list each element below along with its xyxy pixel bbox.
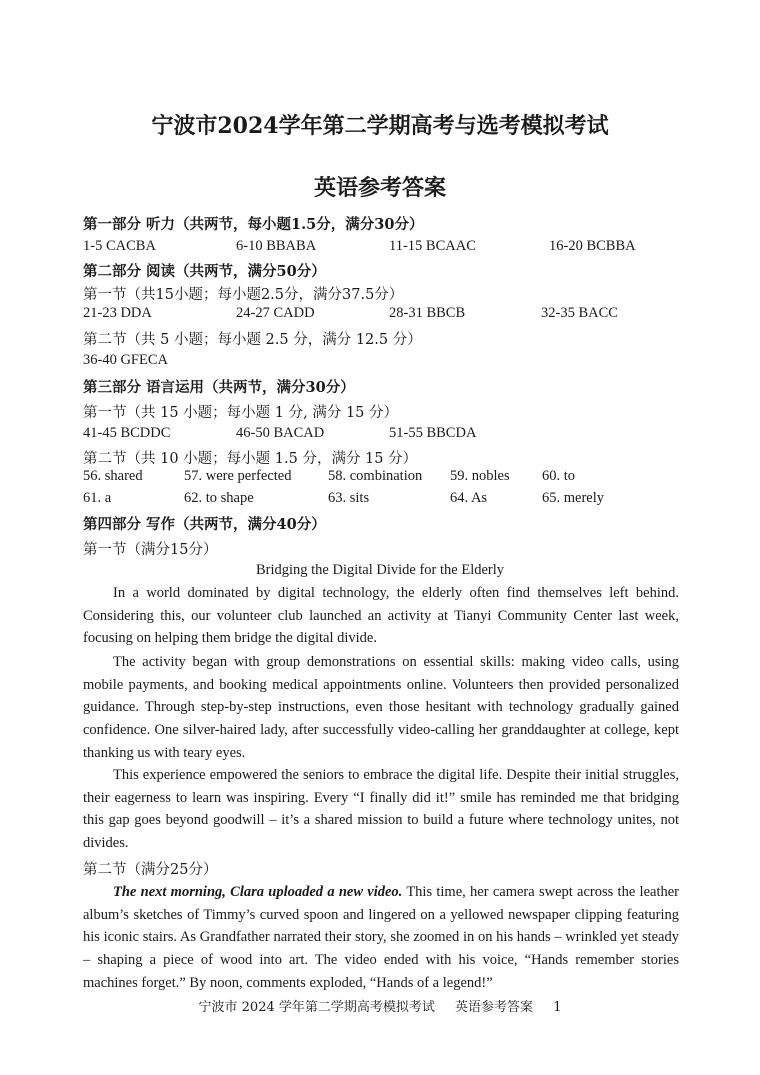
answer-group: 21-23 DDA — [83, 305, 152, 321]
fill-answer: 64. As — [450, 490, 488, 506]
essay-paragraph: This experience empowered the seniors to embrace the digital life. Despite their initial struggles, their eagerness to learn was inspiring. Every “I finally did it!” smile has reminded me that bridging this gap goes beyond goodwill – it’s a shared mission to build a future where technology unites, not divides. — [83, 767, 679, 852]
answer-group: 11-15 BCAAC — [389, 238, 476, 254]
fill-answer: 61. a — [83, 490, 112, 506]
part2-section1-heading: 第一节（共15小题；每小题2.5分，满分37.5分） — [83, 287, 404, 303]
answer-group: 32-35 BACC — [541, 305, 618, 321]
page-footer — [0, 996, 760, 1015]
footer-exam-name: 宁波市 2024 学年第二学期高考模拟考试 — [198, 1000, 435, 1015]
footer-doc-name: 英语参考答案 — [455, 1000, 534, 1015]
answer-group: 6-10 BBABA — [236, 238, 317, 254]
fill-answer: 58. combination — [328, 468, 423, 484]
page-title: 宁波市2024学年第二学期高考与选考模拟考试 — [151, 113, 609, 139]
continuation-text: This time, her camera swept across the leather album’s sketches of Timmy’s curved spoon and lingered on a yellowed newspaper clipping featuring his iconic stairs. As Grandfather narrated their story, she zoomed in on his hands – wrinkled yet steady – shaping a piece of wood into art. The video ended with his voice, “Hands remember stories machines forget.” By noon, comments exploded, “Hands of a legend!” — [83, 884, 679, 991]
part4-section1-heading: 第一节（满分15分） — [83, 542, 218, 558]
answer-group: 41-45 BCDDC — [83, 425, 171, 441]
continuation-lead-sentence: The next morning, Clara uploaded a new video. — [113, 884, 403, 900]
page-subtitle: 英语参考答案 — [313, 175, 446, 201]
continuation-paragraph — [83, 881, 679, 995]
fill-answer: 65. merely — [542, 490, 605, 506]
answer-group: 51-55 BBCDA — [389, 425, 477, 441]
answer-group: 28-31 BBCB — [389, 305, 466, 321]
part1-heading: 第一部分 听力（共两节，每小题1.5分，满分30分） — [83, 216, 424, 233]
fill-answer: 56. shared — [83, 468, 143, 484]
essay-title: Bridging the Digital Divide for the Elderly — [255, 562, 505, 578]
essay-paragraph: The activity began with group demonstrations on essential skills: making video calls, using mobile payments, and booking medical appointments online. Volunteers then provided personalized guidance. Through step-by-step instructions, even those hesitant with technology gradually gained confidence. One silver-haired lady, after successfully video-calling her granddaughter at college, kept thanking us with teary eyes. — [83, 654, 679, 761]
part2-section2-heading: 第二节（共 5 小题；每小题 2.5 分，满分 12.5 分） — [83, 332, 422, 348]
answer-group: 36-40 GFECA — [83, 352, 168, 368]
essay-paragraph: In a world dominated by digital technology, the elderly often find themselves left behind. Considering this, our volunteer club launched an activity at Tianyi Community Center last week, focusing on helping them bridge the digital divide. — [83, 585, 679, 647]
fill-answer: 63. sits — [328, 490, 370, 506]
part3-section2-heading: 第二节（共 10 小题；每小题 1.5 分，满分 15 分） — [83, 451, 418, 467]
fill-answer: 62. to shape — [184, 490, 254, 506]
part2-heading: 第二部分 阅读（共两节，满分50分） — [83, 263, 326, 280]
answer-group: 16-20 BCBBA — [549, 238, 636, 254]
page-number: 1 — [553, 1000, 562, 1015]
part4-section2-heading: 第二节（满分25分） — [83, 862, 218, 878]
fill-answer: 59. nobles — [450, 468, 510, 484]
answer-group: 24-27 CADD — [236, 305, 315, 321]
answer-group: 46-50 BACAD — [236, 425, 325, 441]
part3-section1-heading: 第一节（共 15 小题；每小题 1 分, 满分 15 分） — [83, 405, 398, 421]
answer-group: 1-5 CACBA — [83, 238, 156, 254]
part4-heading: 第四部分 写作（共两节，满分40分） — [83, 516, 326, 533]
fill-answer: 60. to — [542, 468, 576, 484]
fill-answer: 57. were perfected — [184, 468, 292, 484]
part3-heading: 第三部分 语言运用（共两节，满分30分） — [83, 379, 355, 396]
